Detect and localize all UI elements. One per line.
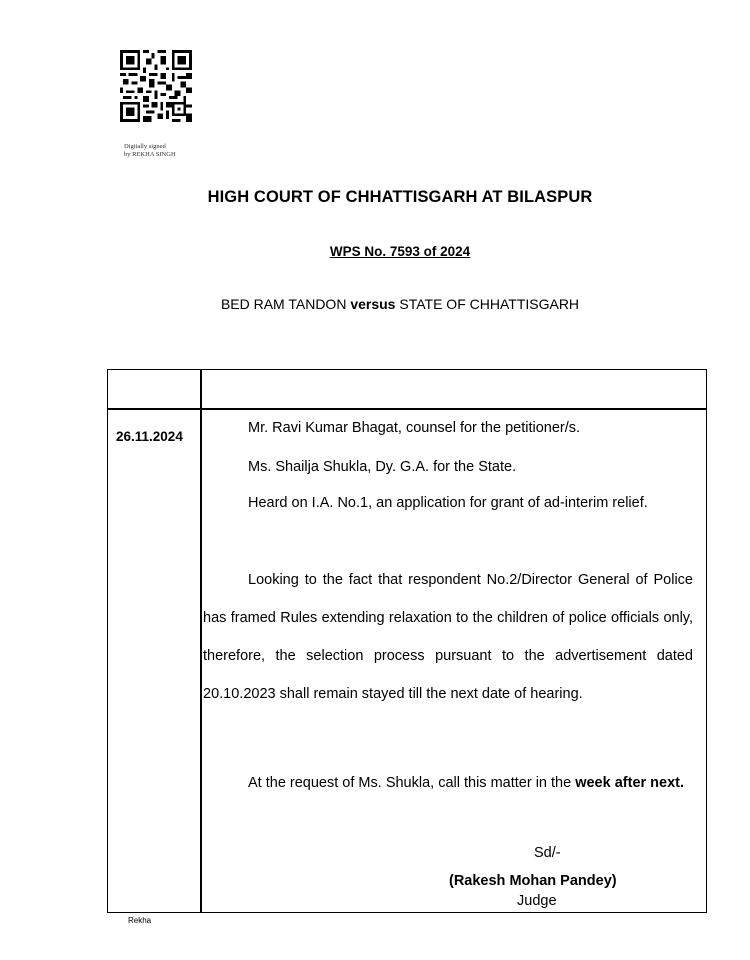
order-para-listing	[203, 768, 693, 798]
typist-initials: Rekha	[128, 916, 152, 925]
signature-line-2: by REKHA SINGH	[124, 150, 176, 158]
order-date: 26.11.2024	[116, 429, 183, 444]
para-3-text: Heard on I.A. No.1, an application for grant of ad-interim relief.	[248, 495, 648, 511]
versus-word: versus	[350, 296, 396, 312]
case-number-text: WPS No. 7593 of 2024	[329, 244, 471, 259]
signed-mark: Sd/-	[534, 845, 561, 861]
para-1-text: Mr. Ravi Kumar Bhagat, counsel for the petitioner/s.	[248, 420, 581, 436]
petitioner-name: BED RAM TANDON	[220, 296, 347, 312]
digital-signature-note	[124, 143, 234, 158]
judge-name: (Rakesh Mohan Pandey)	[449, 873, 617, 889]
para-5-text: At the request of Ms. Shukla, call this matter in the	[248, 775, 572, 791]
signature-line-1: Digitally signed	[124, 143, 166, 150]
order-para-appearance-state	[203, 448, 693, 486]
para-5-bold: week after next.	[575, 775, 685, 791]
order-para-hearing	[203, 488, 693, 518]
respondent-name: STATE OF CHHATTISGARH	[399, 296, 580, 312]
qr-code	[120, 50, 192, 122]
order-para-stay	[203, 561, 693, 713]
para-2-text: Ms. Shailja Shukla, Dy. G.A. for the State.	[248, 459, 517, 475]
para-4-text: Looking to the fact that respondent No.2/Director General of Police has framed Rules extending relaxation to the children of police officials only, therefore, the selection process pursuant to the advertisement dated 20.10.2023 shall remain stayed till the next date of hearing.	[203, 572, 693, 702]
order-para-appearance-petitioner	[203, 409, 693, 447]
court-title: HIGH COURT OF CHHATTISGARH AT BILASPUR	[207, 188, 593, 206]
parties-line	[0, 296, 750, 312]
case-number	[0, 244, 750, 259]
table-column-divider	[200, 369, 202, 913]
judge-title: Judge	[517, 893, 557, 909]
